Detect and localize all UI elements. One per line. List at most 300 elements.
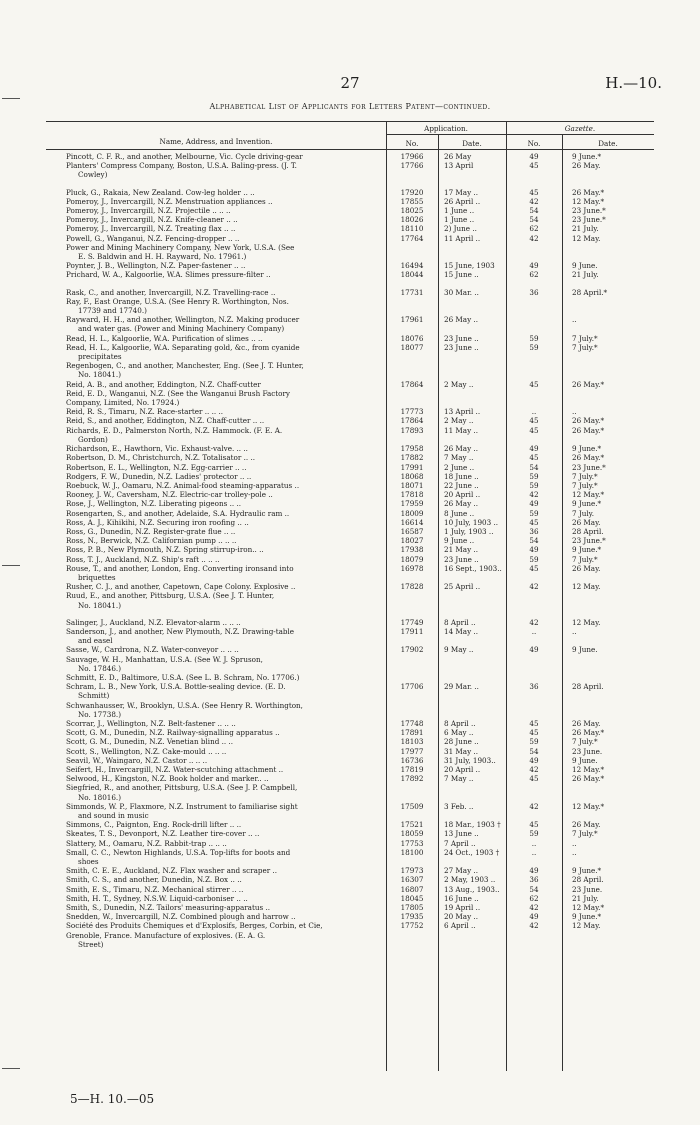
sheet-reference: H.—10. <box>605 74 662 92</box>
application-number: 17764 <box>400 233 424 243</box>
applicant-entry <box>46 839 386 848</box>
gazette-date: 26 May.* <box>572 187 605 197</box>
applicant-entry <box>46 444 386 453</box>
gazette-number: .. <box>531 838 537 848</box>
gazette-number: 62 <box>529 270 539 280</box>
gazette-date: 26 May. <box>572 517 601 527</box>
entry-line: Selwood, H., Kingston, N.Z. Book holder and marker.. .. <box>66 774 269 784</box>
gazette-number: 54 <box>529 215 539 225</box>
applicant-entry <box>46 885 386 894</box>
gazette-date: 7 July. <box>572 508 595 518</box>
gazette-number: 59 <box>529 829 539 839</box>
application-number: 17731 <box>400 287 424 297</box>
table-row <box>46 719 654 728</box>
gazette-number: 42 <box>529 801 539 811</box>
print-mark: 5—H. 10.—05 <box>70 1092 155 1106</box>
table-row <box>46 499 654 508</box>
gazette-number: 42 <box>529 582 539 592</box>
entry-line: Scott, G. M., Dunedin, N.Z. Venetian blind .. .. <box>66 737 234 747</box>
application-number: 18110 <box>400 224 424 234</box>
entry-line: Cowley) <box>78 170 108 180</box>
table-row <box>46 645 654 654</box>
gazette-date: .. <box>572 407 577 417</box>
application-date <box>438 389 506 407</box>
applicant-entry <box>46 655 386 673</box>
table-row <box>46 288 654 297</box>
entry-line: Rayward, H. H., and another, Wellington, N.Z. Making producer <box>66 315 300 325</box>
application-number: 17828 <box>400 582 424 592</box>
table-row <box>46 765 654 774</box>
gazette-number: 45 <box>529 379 539 389</box>
application-number: 17891 <box>400 728 424 738</box>
gazette-date: 28 April. <box>572 526 604 536</box>
entry-line: Grenoble, France. Manufacture of explosives. (E. A. G. <box>66 930 266 940</box>
gazette-date: 26 May.* <box>572 379 605 389</box>
gazette-date: 9 June.* <box>572 499 602 509</box>
entry-line: Pincott, C. F. R., and another, Melbourne, Vic. Cycle driving-gear <box>66 152 303 161</box>
entry-line: Roebuck, W. J., Oamaru, N.Z. Animal-food steaming-apparatus .. <box>66 480 300 490</box>
column-header-gaz-no: No. <box>527 139 541 148</box>
application-number <box>386 673 438 682</box>
application-date: 20 April .. <box>444 765 481 774</box>
gazette-date: 7 July.* <box>572 737 598 747</box>
table-row <box>46 270 654 279</box>
application-date: 8 April .. <box>444 617 476 627</box>
table-row <box>46 361 654 379</box>
gazette-date: 12 May. <box>572 582 601 592</box>
table-top-rule <box>46 121 654 122</box>
table-row <box>46 215 654 224</box>
table-row <box>46 555 654 564</box>
applicant-entry <box>46 463 386 472</box>
section-gap <box>46 280 654 288</box>
column-header-gazette: Gazette. <box>564 124 596 133</box>
table-row <box>46 618 654 627</box>
gazette-date: 9 June.* <box>572 545 602 555</box>
gazette-date <box>562 673 654 682</box>
gazette-date: 12 May.* <box>572 903 605 913</box>
table-row <box>46 564 654 582</box>
gazette-number: 49 <box>529 152 539 161</box>
gazette-number: 36 <box>529 875 539 885</box>
entry-line: No. 17738.) <box>78 709 122 719</box>
application-date: 6 May .. <box>444 728 474 738</box>
entry-line: Schmitt) <box>78 691 110 701</box>
application-date: 26 May <box>444 152 472 161</box>
application-number: 17855 <box>400 196 424 206</box>
applicant-entry <box>46 206 386 215</box>
gazette-number: 49 <box>529 545 539 555</box>
application-number: 18044 <box>400 270 424 280</box>
application-number: 17938 <box>400 545 424 555</box>
application-number: 17805 <box>400 903 424 913</box>
entry-line: E. S. Baldwin and H. H. Rayward, No. 17961.) <box>78 252 247 262</box>
applicant-entry <box>46 453 386 462</box>
application-date: 25 April .. <box>444 582 481 592</box>
entry-line: Seavil, W., Waingaro, N.Z. Castor .. .. .. <box>66 755 208 765</box>
table-row <box>46 783 654 801</box>
gazette-date: 26 May.* <box>572 425 605 435</box>
entry-line: Smith, H. T., Sydney, N.S.W. Liquid-carboniser .. .. <box>66 893 248 903</box>
gazette-date: 23 June.* <box>572 462 606 472</box>
entry-line: shoes <box>78 857 99 867</box>
application-number: 18076 <box>400 333 424 343</box>
table-row <box>46 481 654 490</box>
gazette-number: 45 <box>529 161 539 171</box>
entry-line: Ross, A. J., Kihikihi, N.Z. Securing iron roofing .. .. <box>66 517 249 527</box>
gazette-date: 7 July.* <box>572 333 598 343</box>
table-row <box>46 426 654 444</box>
table-row <box>46 673 654 682</box>
application-number: 17882 <box>400 453 424 463</box>
column-header-application: Application. <box>424 124 468 133</box>
gazette-date <box>562 783 654 801</box>
gazette-date: 7 July.* <box>572 480 598 490</box>
table-row <box>46 243 654 261</box>
applicant-entry <box>46 545 386 554</box>
gazette-number <box>506 783 562 801</box>
applicant-entry <box>46 921 386 949</box>
applicant-entry <box>46 315 386 333</box>
application-date: 13 June .. <box>444 829 479 839</box>
entry-line: Poynter, J. B., Wellington, N.Z. Paper-fastener .. .. <box>66 261 246 271</box>
application-number: 18071 <box>400 480 424 490</box>
application-number: 18068 <box>400 471 424 481</box>
application-number: 17961 <box>400 315 424 325</box>
entry-line: Gordon) <box>78 434 108 444</box>
list-title: Alphabetical List of Applicants for Letters Patent—continued. <box>209 102 491 111</box>
application-number <box>386 655 438 673</box>
applicant-entry <box>46 261 386 270</box>
applicant-entry <box>46 224 386 233</box>
application-date: 26 May .. <box>444 315 478 325</box>
gazette-date: 7 July.* <box>572 554 598 564</box>
gazette-number: 45 <box>529 820 539 830</box>
applicant-entry <box>46 161 386 179</box>
table-row <box>46 315 654 333</box>
gazette-date: 9 June.* <box>572 152 602 161</box>
gazette-number: .. <box>531 847 537 857</box>
table-row <box>46 802 654 820</box>
table-row <box>46 490 654 499</box>
entry-line: Power and Mining Machinery Company, New York, U.S.A. (See <box>66 242 295 252</box>
entry-line: Robertson, E. L., Wellington, N.Z. Egg-carrier .. .. <box>66 462 247 472</box>
gazette-number: 54 <box>529 206 539 216</box>
applicant-entry <box>46 343 386 361</box>
gazette-number: 36 <box>529 287 539 297</box>
entry-line: Smith, E. S., Timaru, N.Z. Mechanical stirrer .. .. <box>66 884 244 894</box>
table-row <box>46 234 654 243</box>
application-number: 17509 <box>400 801 424 811</box>
application-date: 26 May .. <box>444 444 478 454</box>
entry-line: Smith, S., Dunedin, N.Z. Tailors' measuring-apparatus .. <box>66 903 271 913</box>
application-number: 18026 <box>400 215 424 225</box>
gazette-number <box>506 315 562 333</box>
entry-line: Regenbogen, C., and another, Manchester, Eng. (See J. T. Hunter, <box>66 361 304 371</box>
gazette-number: 49 <box>529 912 539 922</box>
table-row <box>46 875 654 884</box>
application-number: 17920 <box>400 187 424 197</box>
entry-line: Scorrar, J., Wellington, N.Z. Belt-fastener .. .. .. <box>66 718 236 728</box>
application-date: 1 June .. <box>444 215 475 225</box>
applicant-entry <box>46 407 386 416</box>
entry-line: Société des Produits Chemiques et d'Explosifs, Berges, Corbin, et Cie, <box>66 921 323 931</box>
table-row <box>46 463 654 472</box>
entry-line: Rodgers, F. W., Dunedin, N.Z. Ladies' protector .. .. <box>66 471 252 481</box>
gazette-number: 45 <box>529 774 539 784</box>
table-row <box>46 885 654 894</box>
gazette-number: .. <box>531 407 537 417</box>
applicant-entry <box>46 509 386 518</box>
gazette-number: 59 <box>529 333 539 343</box>
gazette-number: 36 <box>529 526 539 536</box>
applicant-entry <box>46 829 386 838</box>
applicant-entry <box>46 188 386 197</box>
gazette-number: 54 <box>529 746 539 756</box>
gazette-date: 12 May. <box>572 617 601 627</box>
entry-line: Read, H. L., Kalgoorlie, W.A. Purification of slimes .. .. <box>66 333 263 343</box>
application-date: 19 April .. <box>444 903 481 913</box>
gazette-number: 59 <box>529 480 539 490</box>
gazette-number: 49 <box>529 866 539 876</box>
entry-line: Simmonds, W. P., Flaxmore, N.Z. Instrument to familiarise sight <box>66 801 298 811</box>
entry-line: Rask, C., and another, Invercargill, N.Z. Travelling-race .. <box>66 287 276 297</box>
table-row <box>46 380 654 389</box>
application-date: 6 April .. <box>444 921 476 931</box>
table-row <box>46 848 654 866</box>
entry-line: Pomeroy, J., Invercargill, N.Z. Knife-cleaner .. .. <box>66 215 238 225</box>
gazette-date: 26 May. <box>572 563 601 573</box>
entry-line: Rouse, T., and another, London, Eng. Converting ironsand into <box>66 563 294 573</box>
table-row <box>46 756 654 765</box>
entry-line: precipitates <box>78 352 122 362</box>
entry-line: Scott, S., Wellington, N.Z. Cake-mould .. .. .. <box>66 746 227 756</box>
gazette-number: 42 <box>529 490 539 500</box>
entry-line: and easel <box>78 636 113 646</box>
entry-line: No. 17846.) <box>78 663 122 673</box>
application-number: 17864 <box>400 379 424 389</box>
application-date: 23 June .. <box>444 554 479 564</box>
gazette-date <box>562 243 654 261</box>
gazette-number: 59 <box>529 471 539 481</box>
application-number: 17773 <box>400 407 424 417</box>
application-date: 13 April .. <box>444 407 481 417</box>
entry-line: Prichard, W. A., Kalgoorlie, W.A. Slimes pressure-filter .. <box>66 270 271 280</box>
table-row <box>46 820 654 829</box>
entry-line: Pluck, G., Rakaia, New Zealand. Cow-leg holder .. .. <box>66 187 255 197</box>
applicant-entry <box>46 288 386 297</box>
entry-line: Slattery, M., Oamaru, N.Z. Rabbit-trap .. .. .. <box>66 838 227 848</box>
gazette-date <box>562 361 654 379</box>
subheader-rule <box>386 134 654 135</box>
table-row <box>46 509 654 518</box>
applicant-entry <box>46 756 386 765</box>
application-number: 18103 <box>400 737 424 747</box>
gazette-date: 9 June. <box>572 261 598 271</box>
application-date: 21 May .. <box>444 545 478 555</box>
applicant-entry <box>46 234 386 243</box>
applicant-entry <box>46 848 386 866</box>
entry-line: Ruud, E., and another, Pittsburg, U.S.A. (See J. T. Hunter, <box>66 591 275 601</box>
application-date: 27 May .. <box>444 866 478 876</box>
entry-line: Rosengarten, S., and another, Adelaide, S.A. Hydraulic ram .. <box>66 508 290 518</box>
applicant-entry <box>46 499 386 508</box>
applicant-entry <box>46 334 386 343</box>
gazette-date <box>562 655 654 673</box>
applicant-entry <box>46 426 386 444</box>
table-row <box>46 894 654 903</box>
table-row <box>46 152 654 161</box>
application-date: 23 June .. <box>444 333 479 343</box>
table-row <box>46 545 654 554</box>
entry-line: No. 18041.) <box>78 600 122 610</box>
table-row <box>46 334 654 343</box>
gazette-number: 62 <box>529 224 539 234</box>
gazette-date: 9 June. <box>572 755 598 765</box>
gazette-number: 45 <box>529 187 539 197</box>
entry-line: Powell, G., Wanganui, N.Z. Fencing-dropper .. .. <box>66 233 240 243</box>
gazette-date <box>562 701 654 719</box>
table-row <box>46 389 654 407</box>
application-number: 17706 <box>400 682 424 692</box>
table-row <box>46 206 654 215</box>
application-number: 16307 <box>400 875 424 885</box>
column-header-name: Name, Address, and Invention. <box>159 137 273 146</box>
gazette-date: 28 April. <box>572 682 604 692</box>
applicant-entry <box>46 820 386 829</box>
application-date: 2 May, 1903 .. <box>444 875 496 885</box>
application-number <box>386 783 438 801</box>
entry-line: Pomeroy, J., Invercargill, N.Z. Projectile .. .. .. <box>66 206 231 216</box>
application-number: 17958 <box>400 444 424 454</box>
gazette-date: 21 July. <box>572 893 599 903</box>
margin-mark <box>2 1068 20 1069</box>
application-date: 24 Oct., 1903 † <box>444 847 500 857</box>
entry-line: Schwanhausser, W., Brooklyn, U.S.A. (See Henry R. Worthington, <box>66 700 303 710</box>
gazette-date: 7 July.* <box>572 829 598 839</box>
applicant-entry <box>46 627 386 645</box>
applicant-entry <box>46 728 386 737</box>
gazette-number: .. <box>531 626 537 636</box>
table-row <box>46 444 654 453</box>
gazette-date: 9 June.* <box>572 912 602 922</box>
application-date: 17 May .. <box>444 187 478 197</box>
application-number: 17991 <box>400 462 424 472</box>
entry-line: Salinger, J., Auckland, N.Z. Elevator-alarm .. .. .. <box>66 617 241 627</box>
gazette-number <box>506 673 562 682</box>
gazette-number <box>506 243 562 261</box>
gazette-number: 45 <box>529 453 539 463</box>
applicant-entry <box>46 912 386 921</box>
application-date: 10 July, 1903 .. <box>444 517 499 527</box>
column-header-app-no: No. <box>405 139 419 148</box>
gazette-number: 59 <box>529 508 539 518</box>
gazette-date: 28 April.* <box>572 287 608 297</box>
application-date: 7 May .. <box>444 774 474 784</box>
page-number: 27 <box>340 74 360 92</box>
applicant-entry <box>46 490 386 499</box>
entry-line: Simmons, C., Paignton, Eng. Rock-drill lifter .. .. <box>66 820 242 830</box>
table-row <box>46 224 654 233</box>
application-date <box>438 783 506 801</box>
table-row <box>46 527 654 536</box>
gazette-number: 42 <box>529 921 539 931</box>
gazette-number: 54 <box>529 536 539 546</box>
gazette-number: 45 <box>529 425 539 435</box>
table-row <box>46 453 654 462</box>
entry-line: Siegfried, R., and another, Pittsburg, U.S.A. (See J. P. Campbell, <box>66 783 298 793</box>
margin-mark <box>2 98 20 99</box>
application-number: 17935 <box>400 912 424 922</box>
section-gap <box>46 610 654 618</box>
gazette-number: 49 <box>529 755 539 765</box>
applicant-entry <box>46 737 386 746</box>
application-date: 28 June .. <box>444 737 479 747</box>
application-date: 2 May .. <box>444 416 474 426</box>
application-date: 31 May .. <box>444 746 478 756</box>
gazette-number: 45 <box>529 517 539 527</box>
gazette-number: 62 <box>529 893 539 903</box>
entry-line: Robertson, D. M., Christchurch, N.Z. Totalisator .. .. <box>66 453 256 463</box>
applicant-entry <box>46 582 386 610</box>
table-row <box>46 582 654 610</box>
gazette-date <box>562 297 654 315</box>
application-number: 17753 <box>400 838 424 848</box>
application-number: 17966 <box>400 152 424 161</box>
application-date: 26 April .. <box>444 196 481 206</box>
gazette-date: .. <box>572 847 577 857</box>
gazette-number: 49 <box>529 645 539 655</box>
application-number: 17752 <box>400 921 424 931</box>
entry-line: Snedden, W., Invercargill, N.Z. Combined plough and harrow .. <box>66 912 296 922</box>
gazette-date: 7 July.* <box>572 342 598 352</box>
applicant-entry <box>46 416 386 425</box>
application-number: 16494 <box>400 261 424 271</box>
application-number: 17818 <box>400 490 424 500</box>
gazette-date: 9 June.* <box>572 444 602 454</box>
gazette-date: 23 June. <box>572 746 603 756</box>
applicant-entry <box>46 243 386 261</box>
gazette-number: 59 <box>529 554 539 564</box>
gazette-date: 26 May. <box>572 820 601 830</box>
column-header-app-date: Date. <box>462 139 482 148</box>
application-date: 22 June .. <box>444 480 479 490</box>
application-number <box>386 701 438 719</box>
gazette-number: 49 <box>529 261 539 271</box>
application-date <box>438 361 506 379</box>
applicant-entry <box>46 774 386 783</box>
applicant-entry <box>46 765 386 774</box>
applicant-entry <box>46 903 386 912</box>
application-number <box>386 297 438 315</box>
entry-line: Schmitt, E. D., Baltimore, U.S.A. (See L. B. Schram, No. 17706.) <box>66 672 300 682</box>
application-date: 8 April .. <box>444 718 476 728</box>
entry-line: Smith, C. S., and another, Dunedin, N.Z. Box .. .. <box>66 875 242 885</box>
application-date <box>438 701 506 719</box>
gazette-number <box>506 389 562 407</box>
entry-line: Reid, A. B., and another, Eddington, N.Z. Chaff-cutter <box>66 379 261 389</box>
section-gap <box>46 180 654 188</box>
table-row <box>46 627 654 645</box>
gazette-number <box>506 701 562 719</box>
table-row <box>46 737 654 746</box>
application-date <box>438 243 506 261</box>
table-row <box>46 903 654 912</box>
entry-line: Scott, G. M., Dunedin, N.Z. Railway-signalling apparatus .. <box>66 728 280 738</box>
entry-line: Ross, T. J., Auckland, N.Z. Ship's raft .. .. .. <box>66 554 220 564</box>
application-date <box>438 655 506 673</box>
gazette-number: 54 <box>529 462 539 472</box>
